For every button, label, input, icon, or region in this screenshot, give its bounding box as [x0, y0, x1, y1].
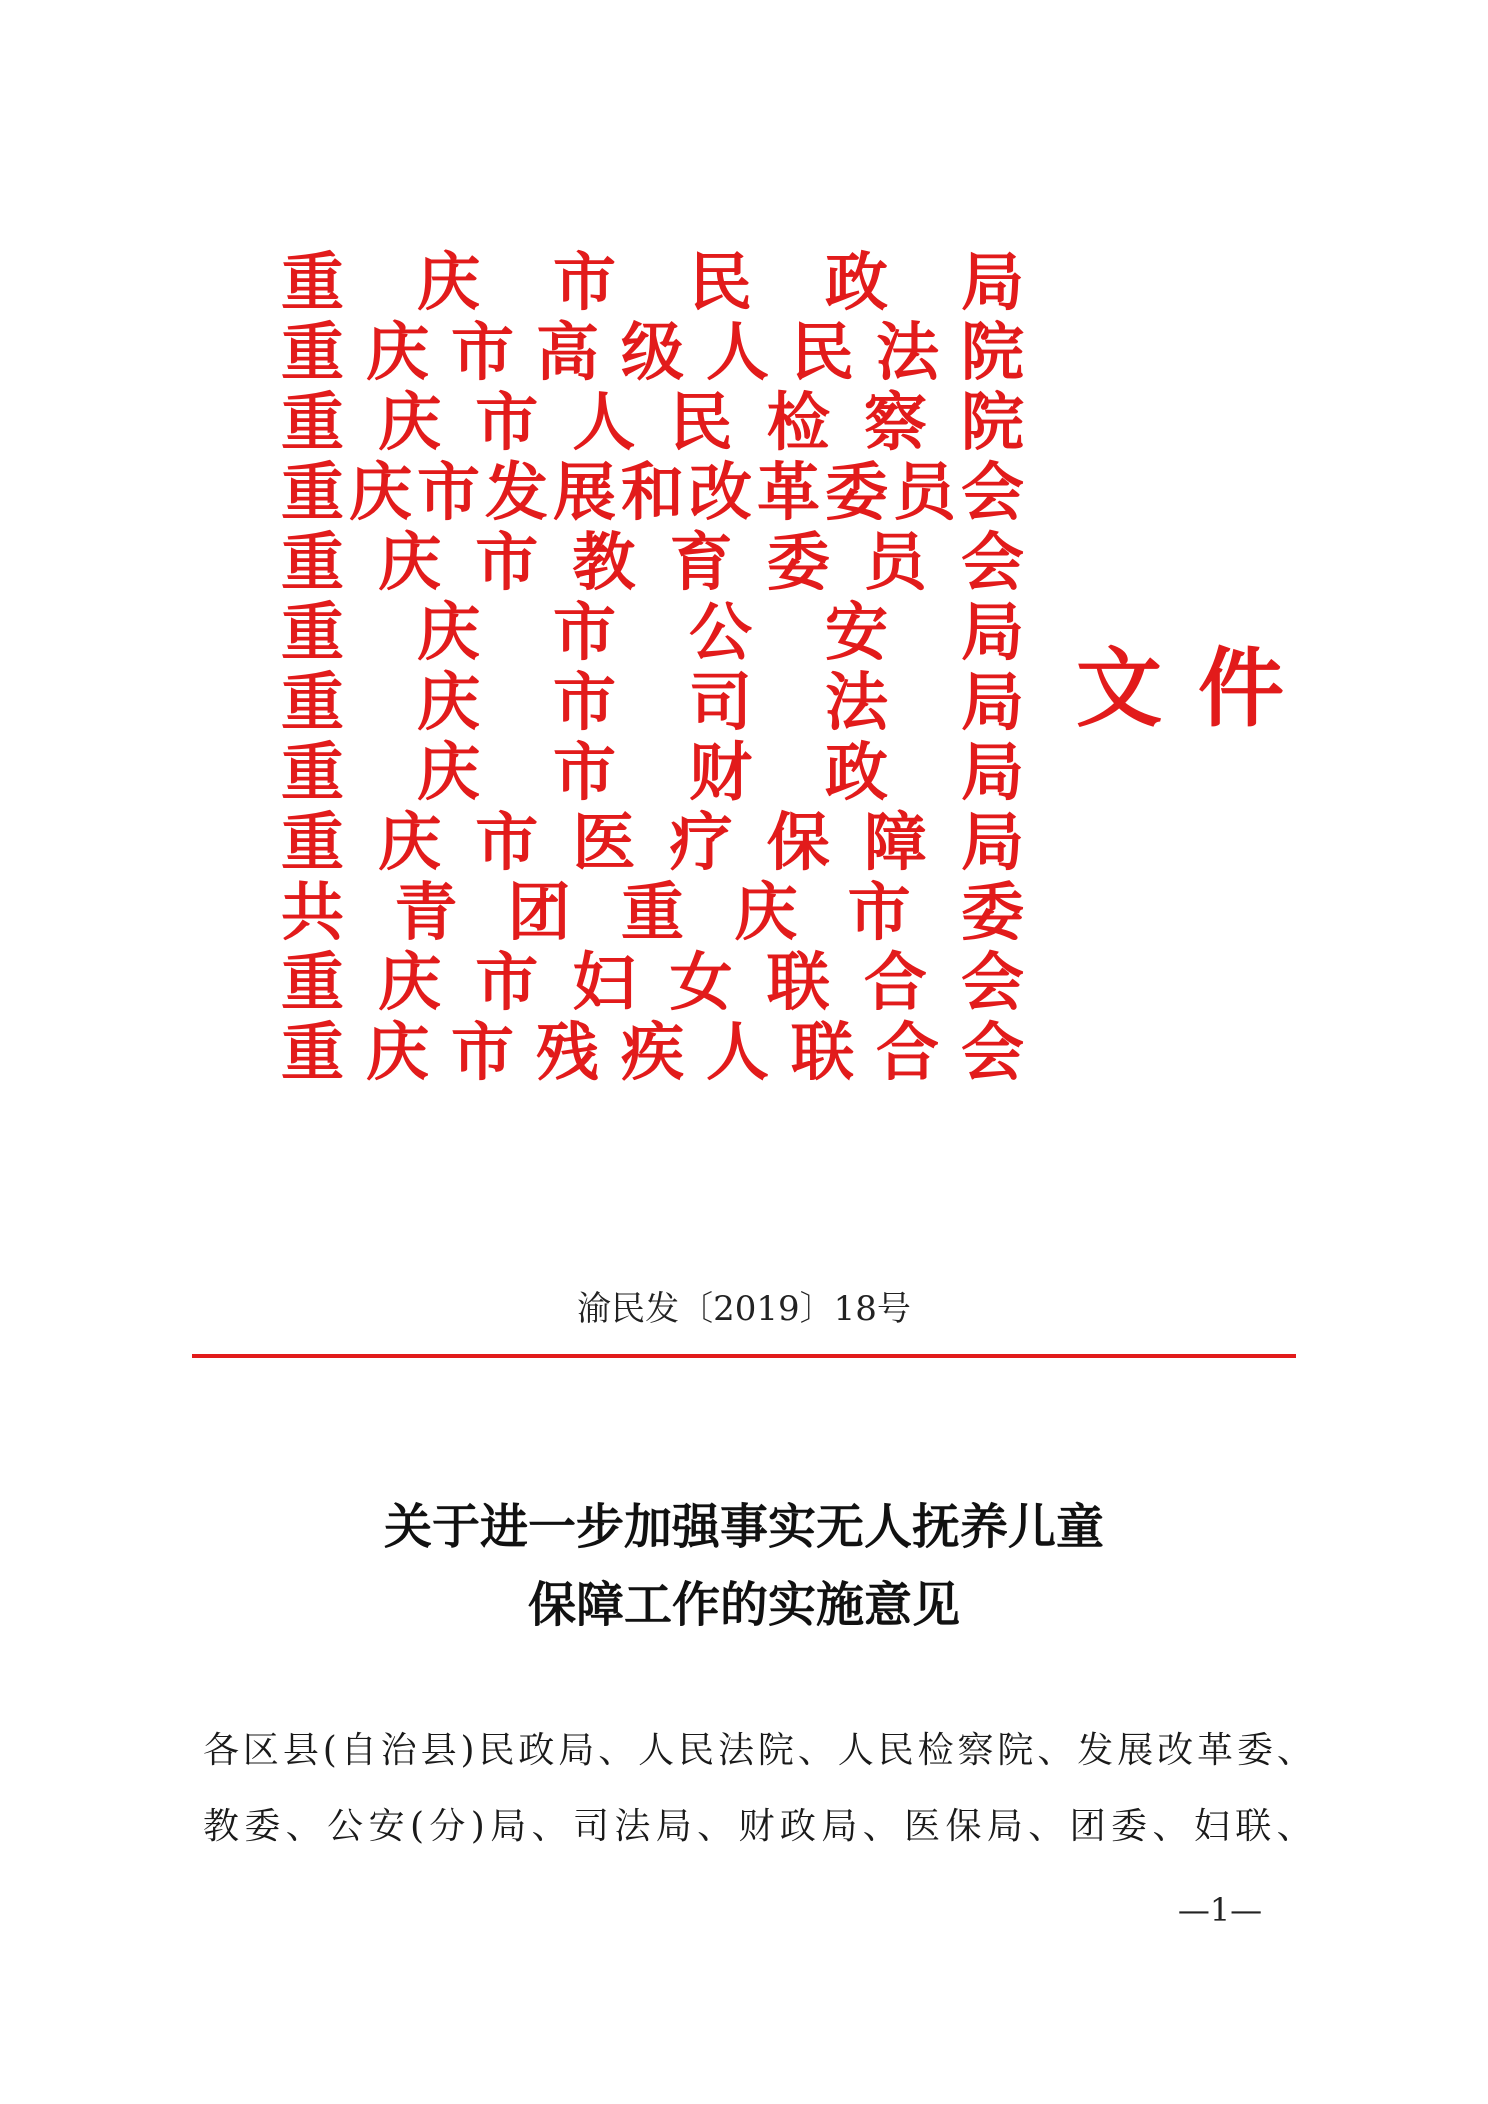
issuer-char: 庆	[349, 455, 412, 529]
salutation-char: 治	[380, 1730, 417, 1771]
salutation-char: 民	[678, 1730, 715, 1771]
issuer-char: 局	[961, 245, 1024, 319]
issuer-char: 民	[791, 315, 854, 389]
issuer-char: 政	[825, 735, 888, 809]
issuer-line	[281, 807, 1024, 877]
salutation-char: 分	[429, 1806, 466, 1847]
salutation-char: 安	[368, 1806, 405, 1847]
salutation-char: 局	[558, 1730, 595, 1771]
salutation-char: 检	[917, 1730, 954, 1771]
salutation-char: )	[470, 1806, 485, 1847]
document-title	[0, 1488, 1488, 1644]
issuer-char: 院	[961, 315, 1024, 389]
issuer-char: 教	[572, 525, 636, 599]
salutation-char: 县	[282, 1730, 319, 1771]
issuer-char: 人	[706, 1015, 769, 1089]
issuer-char: 市	[847, 875, 911, 949]
salutation-char: 革	[1197, 1730, 1234, 1771]
issuer-char: 院	[960, 385, 1024, 459]
issuer-char: 局	[960, 805, 1024, 879]
salutation-line-2	[203, 1789, 1313, 1865]
issuer-char: 会	[960, 525, 1024, 599]
issuer-char: 育	[669, 525, 733, 599]
issuer-line	[281, 947, 1024, 1017]
salutation-char: 院	[997, 1730, 1034, 1771]
issuer-char: 局	[961, 665, 1024, 739]
salutation-char: 县	[420, 1730, 457, 1771]
salutation-char: 、	[1276, 1806, 1313, 1847]
issuer-line	[281, 387, 1024, 457]
issuer-char: 公	[689, 595, 752, 669]
salutation-char: 法	[717, 1730, 754, 1771]
issuer-char: 法	[876, 315, 939, 389]
salutation-char: 自	[340, 1730, 377, 1771]
salutation-char: 、	[1152, 1806, 1189, 1847]
issuer-char: 合	[876, 1015, 939, 1089]
issuer-char: 保	[766, 805, 830, 879]
issuer-char: 重	[281, 525, 344, 599]
issuer-char: 市	[475, 385, 539, 459]
salutation-char: 区	[242, 1730, 279, 1771]
issuer-char: 联	[791, 1015, 854, 1089]
issuer-char: 疗	[669, 805, 733, 879]
salutation-char: 人	[837, 1730, 874, 1771]
issuer-char: 医	[572, 805, 636, 879]
issuer-line	[281, 597, 1024, 667]
document-number: 渝民发〔2019〕18号	[577, 1289, 911, 1329]
issuer-char: 局	[961, 595, 1024, 669]
issuer-char: 市	[475, 945, 539, 1019]
salutation-char: 财	[738, 1806, 775, 1847]
issuer-char: 庆	[378, 525, 442, 599]
salutation-char: 政	[779, 1806, 816, 1847]
issuer-char: 发	[485, 455, 548, 529]
issuer-char: 高	[536, 315, 599, 389]
issuer-char: 疾	[621, 1015, 684, 1089]
salutation-char: 保	[945, 1806, 982, 1847]
issuer-char: 检	[766, 385, 830, 459]
issuer-char: 庆	[417, 665, 480, 739]
issuer-char: 和	[621, 455, 684, 529]
issuer-char: 联	[766, 945, 830, 1019]
issuer-char: 庆	[378, 805, 442, 879]
title-line-2: 保障工作的实施意见	[527, 1577, 960, 1633]
salutation-char: 院	[757, 1730, 794, 1771]
issuer-char: 庆	[417, 595, 480, 669]
salutation-char: 局	[821, 1806, 858, 1847]
red-divider-line	[192, 1354, 1296, 1358]
salutation	[203, 1713, 1313, 1865]
issuer-char: 重	[281, 1015, 344, 1089]
salutation-char: 、	[531, 1806, 568, 1847]
salutation-char: 、	[285, 1806, 322, 1847]
title-line-1: 关于进一步加强事实无人抚养儿童	[383, 1499, 1104, 1555]
issuer-char: 级	[621, 315, 684, 389]
issuer-char: 政	[825, 245, 888, 319]
issuer-char: 市	[553, 245, 616, 319]
salutation-char: 、	[1276, 1730, 1313, 1771]
issuer-char: 合	[863, 945, 927, 1019]
salutation-char: 司	[572, 1806, 609, 1847]
issuer-char: 重	[281, 945, 344, 1019]
issuer-char: 会	[960, 945, 1024, 1019]
salutation-char: 、	[598, 1730, 635, 1771]
issuer-char: 市	[553, 595, 616, 669]
issuer-char: 市	[475, 525, 539, 599]
salutation-char: 局	[490, 1806, 527, 1847]
issuer-char: 共	[281, 875, 344, 949]
salutation-line-1	[203, 1713, 1313, 1789]
issuer-char: 庆	[378, 945, 442, 1019]
issuer-char: 市	[553, 735, 616, 809]
issuer-char: 青	[394, 875, 458, 949]
issuer-line	[281, 737, 1024, 807]
issuer-char: 庆	[417, 735, 480, 809]
issuer-char: 重	[281, 735, 344, 809]
issuer-char: 员	[863, 525, 927, 599]
salutation-char: 联	[1235, 1806, 1272, 1847]
salutation-char: 政	[518, 1730, 555, 1771]
issuer-line	[281, 667, 1024, 737]
salutation-char: 发	[1077, 1730, 1114, 1771]
salutation-char: 民	[877, 1730, 914, 1771]
salutation-char: 、	[797, 1730, 834, 1771]
salutation-char: 局	[655, 1806, 692, 1847]
issuer-block	[281, 247, 1024, 1087]
issuer-char: 重	[281, 595, 344, 669]
issuer-char: 团	[507, 875, 571, 949]
issuer-char: 人	[572, 385, 636, 459]
issuer-char: 察	[863, 385, 927, 459]
issuer-char: 庆	[378, 385, 442, 459]
salutation-char: 展	[1117, 1730, 1154, 1771]
issuer-char: 安	[825, 595, 888, 669]
salutation-char: )	[460, 1730, 475, 1771]
issuer-char: 局	[961, 735, 1024, 809]
issuer-line	[281, 527, 1024, 597]
salutation-char: 法	[614, 1806, 651, 1847]
issuer-line	[281, 877, 1024, 947]
issuer-char: 会	[961, 455, 1024, 529]
issuer-char: 重	[620, 875, 684, 949]
salutation-char: 委	[244, 1806, 281, 1847]
issuer-char: 市	[451, 1015, 514, 1089]
salutation-char: 公	[327, 1806, 364, 1847]
issuer-char: 庆	[734, 875, 798, 949]
salutation-char: (	[322, 1730, 337, 1771]
issuer-char: 市	[553, 665, 616, 739]
salutation-char: 各	[203, 1730, 240, 1771]
issuer-char: 民	[669, 385, 733, 459]
issuer-char: 革	[757, 455, 820, 529]
issuer-char: 委	[825, 455, 888, 529]
salutation-char: 民	[478, 1730, 515, 1771]
issuer-char: 法	[825, 665, 888, 739]
salutation-char: 人	[638, 1730, 675, 1771]
salutation-char: 、	[1028, 1806, 1065, 1847]
issuer-char: 重	[281, 665, 344, 739]
issuer-char: 重	[281, 245, 344, 319]
salutation-char: 改	[1157, 1730, 1194, 1771]
issuer-char: 障	[863, 805, 927, 879]
issuer-char: 司	[689, 665, 752, 739]
issuer-char: 民	[689, 245, 752, 319]
salutation-char: (	[409, 1806, 424, 1847]
issuer-char: 重	[281, 455, 344, 529]
issuer-char: 重	[281, 805, 344, 879]
issuer-char: 女	[669, 945, 733, 1019]
issuer-char: 庆	[366, 1015, 429, 1089]
issuer-char: 委	[766, 525, 830, 599]
page-number: —1—	[1177, 1891, 1263, 1929]
issuer-line	[281, 1017, 1024, 1087]
issuer-char: 市	[451, 315, 514, 389]
salutation-char: 医	[904, 1806, 941, 1847]
issuer-char: 人	[706, 315, 769, 389]
issuer-char: 会	[961, 1015, 1024, 1089]
issuer-char: 员	[893, 455, 956, 529]
issuer-char: 妇	[572, 945, 636, 1019]
salutation-char: 、	[862, 1806, 899, 1847]
issuer-char: 财	[689, 735, 752, 809]
issuer-char: 市	[475, 805, 539, 879]
issuer-char: 改	[689, 455, 752, 529]
issuer-char: 残	[536, 1015, 599, 1089]
salutation-char: 委	[1236, 1730, 1273, 1771]
salutation-char: 、	[697, 1806, 734, 1847]
issuer-line	[281, 317, 1024, 387]
issuer-line	[281, 457, 1024, 527]
issuer-char: 展	[553, 455, 616, 529]
salutation-char: 妇	[1193, 1806, 1230, 1847]
salutation-char: 团	[1069, 1806, 1106, 1847]
salutation-char: 教	[203, 1806, 240, 1847]
salutation-char: 察	[957, 1730, 994, 1771]
issuer-char: 市	[417, 455, 480, 529]
issuer-char: 重	[281, 315, 344, 389]
issuer-char: 重	[281, 385, 344, 459]
issuer-char: 庆	[417, 245, 480, 319]
issuer-line	[281, 247, 1024, 317]
issuer-char: 委	[960, 875, 1024, 949]
salutation-char: 、	[1037, 1730, 1074, 1771]
issuer-char: 庆	[366, 315, 429, 389]
salutation-char: 局	[986, 1806, 1023, 1847]
salutation-char: 委	[1111, 1806, 1148, 1847]
document-type-label: 文件	[1076, 638, 1320, 739]
